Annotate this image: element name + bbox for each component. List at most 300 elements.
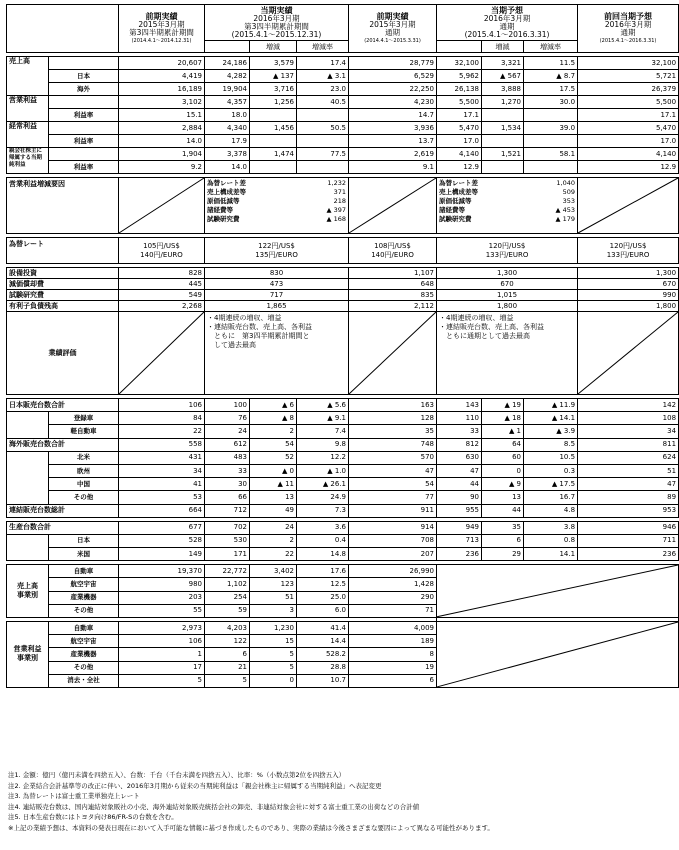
value-cell: 1,865: [205, 301, 349, 312]
segment-label: [7, 565, 49, 618]
value-cell: 17.4: [297, 57, 349, 70]
value-cell: 3,402: [250, 565, 297, 578]
value-cell: 171: [205, 548, 250, 561]
value-cell: 24: [205, 425, 250, 438]
value-cell: 1,270: [482, 96, 524, 109]
eval-line: ともに 第3四半期累計期間と: [207, 332, 310, 340]
value-cell: 3,321: [482, 57, 524, 70]
diag-cell: [349, 312, 437, 395]
value-cell: 1,800: [437, 301, 578, 312]
value-cell: [524, 161, 578, 174]
value-cell: 18.0: [205, 109, 250, 122]
eval-line: ・連結販売台数、売上高、各利益: [439, 323, 545, 331]
value-cell: ▲ 11.9: [524, 399, 578, 412]
value-cell: 648: [349, 279, 437, 290]
value-cell: ▲ 1.0: [297, 464, 349, 477]
value-cell: [250, 109, 297, 122]
diagonal-line: [578, 178, 678, 233]
value-cell: [297, 135, 349, 148]
value-cell: 1,015: [437, 290, 578, 301]
value-cell: 1,534: [482, 122, 524, 135]
value-cell: 35: [349, 425, 437, 438]
value-cell: 128: [349, 412, 437, 425]
value-cell: 90: [437, 491, 482, 504]
value-cell: ▲ 18: [482, 412, 524, 425]
value-cell: 3,579: [250, 57, 297, 70]
value-cell: 1,300: [437, 268, 578, 279]
value-cell: 14.4: [297, 635, 349, 648]
row-sublabel: 消去・全社: [49, 674, 119, 687]
value-cell: 17.1: [437, 109, 482, 122]
value-cell: 670: [578, 279, 679, 290]
header-text: 前回当期予想: [604, 11, 653, 21]
diag-cell: [437, 565, 679, 618]
value-cell: 528.2: [297, 648, 349, 661]
value-cell: ▲ 3.9: [524, 425, 578, 438]
value-cell: 0.8: [524, 534, 578, 547]
row-sublabel: 産業機器: [49, 591, 119, 604]
value-cell: 52: [250, 451, 297, 464]
value-cell: 108: [578, 412, 679, 425]
row-sublabel: 利益率: [49, 161, 119, 174]
value-cell: 53: [119, 491, 205, 504]
header-text: 通期: [499, 21, 515, 31]
segment-label-line: 事業別: [17, 591, 38, 600]
row-sublabel: 中国: [49, 478, 119, 491]
factor-item: 為替レート差 1,232: [207, 179, 347, 187]
value-cell: 60: [482, 451, 524, 464]
value-cell: 39.0: [524, 122, 578, 135]
factor-item: 原価低減等 218: [207, 197, 347, 205]
value-cell: [250, 161, 297, 174]
value-cell: [482, 109, 524, 122]
value-cell: 236: [578, 548, 679, 561]
value-cell: 1,800: [578, 301, 679, 312]
eval-curr: [205, 312, 349, 395]
fx-cell: [349, 238, 437, 264]
value-cell: 717: [205, 290, 349, 301]
row-sublabel: [49, 122, 119, 135]
table-row: [7, 534, 679, 547]
value-cell: 89: [578, 491, 679, 504]
row-label: 日本販売台数合計: [7, 399, 119, 412]
header-text: 前期実績: [376, 11, 409, 21]
value-cell: 0: [482, 464, 524, 477]
value-cell: 549: [119, 290, 205, 301]
value-cell: 11.5: [524, 57, 578, 70]
header-prevfy: [349, 5, 437, 53]
value-cell: 830: [205, 268, 349, 279]
segment-label-line: 売上高: [17, 582, 38, 591]
header-text: 前期実績: [145, 11, 178, 21]
value-cell: 431: [119, 451, 205, 464]
table-row: [7, 521, 679, 534]
value-cell: 77: [349, 491, 437, 504]
value-cell: 22,250: [349, 83, 437, 96]
value-cell: 149: [119, 548, 205, 561]
header-inc: 増減: [482, 41, 524, 53]
value-cell: 483: [205, 451, 250, 464]
table-row: [7, 122, 679, 135]
value-cell: 34: [119, 464, 205, 477]
value-cell: 828: [119, 268, 205, 279]
value-cell: 17.0: [437, 135, 482, 148]
value-cell: [297, 161, 349, 174]
footnote: ※上記の業績予想は、本資料の発表日現在において入手可能な情報に基づき作成したものであり、実際の業績は今後さまざまな要因によって異なる可能性があります。: [8, 823, 494, 832]
value-cell: 664: [119, 504, 205, 517]
value-cell: 17.0: [578, 135, 679, 148]
indent-cell: [7, 464, 49, 477]
value-cell: 702: [205, 521, 250, 534]
factors-label: 営業利益増減要因: [7, 178, 119, 234]
row-sublabel: 日本: [49, 70, 119, 83]
value-cell: 49: [250, 504, 297, 517]
factor-item: 為替レート差 1,040: [439, 179, 576, 187]
value-cell: 51: [250, 591, 297, 604]
header-text: 通期: [385, 27, 401, 37]
value-cell: 33: [437, 425, 482, 438]
value-cell: 990: [578, 290, 679, 301]
value-cell: 712: [205, 504, 250, 517]
value-cell: 6: [205, 648, 250, 661]
fx-usd: 105円/US$: [143, 241, 180, 250]
value-cell: 1,256: [250, 96, 297, 109]
value-cell: 16,189: [119, 83, 205, 96]
value-cell: 1,521: [482, 148, 524, 161]
header-text: (2014.4.1〜2015.3.31): [364, 37, 421, 44]
diag-cell: [437, 622, 679, 688]
row-sublabel: その他: [49, 661, 119, 674]
diagonal-line: [578, 312, 678, 394]
value-cell: 35: [482, 521, 524, 534]
value-cell: 17.5: [524, 83, 578, 96]
row-sublabel: [49, 148, 119, 161]
row-sublabel: 米国: [49, 548, 119, 561]
value-cell: 4,282: [205, 70, 250, 83]
value-cell: 911: [349, 504, 437, 517]
header-prev-forecast: [578, 5, 679, 53]
value-cell: 2: [250, 425, 297, 438]
value-cell: 1,456: [250, 122, 297, 135]
value-cell: 19,370: [119, 565, 205, 578]
value-cell: 236: [437, 548, 482, 561]
diag-cell: [119, 312, 205, 395]
diag-cell: [119, 178, 205, 234]
value-cell: 4,140: [437, 148, 482, 161]
eval-label: 業績評価: [7, 312, 119, 395]
diagonal-line: [119, 178, 204, 233]
value-cell: 163: [349, 399, 437, 412]
row-label: 海外販売台数合計: [7, 438, 119, 451]
table-row: [7, 425, 679, 438]
table-row: [7, 478, 679, 491]
value-cell: 3: [250, 604, 297, 617]
value-cell: 12.9: [437, 161, 482, 174]
value-cell: 811: [578, 438, 679, 451]
value-cell: 6: [349, 674, 437, 687]
value-cell: 2,268: [119, 301, 205, 312]
value-cell: 26,990: [349, 565, 437, 578]
value-cell: [482, 161, 524, 174]
diagonal-line: [349, 312, 436, 394]
value-cell: 17: [119, 661, 205, 674]
footnote: 注1. 金額：億円（億円未満を四捨五入）、台数：千台（千台未満を四捨五入）、比率：%（小数点第2位を四捨五入）: [8, 771, 346, 779]
table-row: [7, 148, 679, 161]
value-cell: 5: [250, 661, 297, 674]
value-cell: 1,474: [250, 148, 297, 161]
table-row: [7, 491, 679, 504]
row-sublabel: 日本: [49, 534, 119, 547]
value-cell: ▲ 5.6: [297, 399, 349, 412]
value-cell: 13: [250, 491, 297, 504]
value-cell: 47: [578, 478, 679, 491]
fx-euro: 140円/EURO: [371, 250, 414, 259]
value-cell: 14.1: [524, 548, 578, 561]
fx-euro: 135円/EURO: [255, 250, 298, 259]
value-cell: 13: [482, 491, 524, 504]
header-curr-spacer: [205, 41, 250, 53]
row-sublabel: 産業機器: [49, 648, 119, 661]
value-cell: 4,203: [205, 622, 250, 635]
eval-line: して過去最高: [207, 341, 256, 349]
row-sublabel: 利益率: [49, 135, 119, 148]
value-cell: 5,470: [578, 122, 679, 135]
value-cell: 50.5: [297, 122, 349, 135]
value-cell: 955: [437, 504, 482, 517]
header-text: 2015年3月期: [138, 19, 185, 29]
value-cell: 76: [205, 412, 250, 425]
value-cell: 12.5: [297, 578, 349, 591]
value-cell: 14.8: [297, 548, 349, 561]
value-cell: 528: [119, 534, 205, 547]
value-cell: 66: [205, 491, 250, 504]
value-cell: [250, 135, 297, 148]
indent-cell: [7, 451, 49, 464]
value-cell: 64: [482, 438, 524, 451]
table-row: [7, 464, 679, 477]
factor-item: 諸経費等 ▲ 397: [207, 206, 347, 214]
eval-line: ・4期連続の増収、増益: [439, 314, 514, 322]
row-sublabel: 海外: [49, 83, 119, 96]
factors-fc: [437, 178, 578, 234]
header-text: (2015.4.1〜2016.3.31): [599, 37, 657, 44]
value-cell: 41: [119, 478, 205, 491]
value-cell: 22,772: [205, 565, 250, 578]
value-cell: 3,716: [250, 83, 297, 96]
diagonal-line: [437, 565, 678, 617]
value-cell: ▲ 11: [250, 478, 297, 491]
header-text: 当期実績: [260, 5, 293, 15]
value-cell: 25.0: [297, 591, 349, 604]
value-cell: 58.1: [524, 148, 578, 161]
value-cell: 22: [119, 425, 205, 438]
value-cell: 24.9: [297, 491, 349, 504]
value-cell: 142: [578, 399, 679, 412]
value-cell: 1,904: [119, 148, 205, 161]
table-row: [7, 399, 679, 412]
value-cell: 13.7: [349, 135, 437, 148]
table-row: [7, 412, 679, 425]
value-cell: 106: [119, 635, 205, 648]
value-cell: 26,379: [578, 83, 679, 96]
header-text: 第3四半期累計期間: [129, 27, 194, 37]
table-row: [7, 83, 679, 96]
value-cell: 624: [578, 451, 679, 464]
header-text: 通期: [620, 27, 636, 37]
value-cell: 54: [250, 438, 297, 451]
table-row: [7, 504, 679, 517]
footnotes: [8, 770, 638, 833]
table-row: [7, 96, 679, 109]
value-cell: [482, 135, 524, 148]
row-label: 減価償却費: [7, 279, 119, 290]
table-row: [7, 290, 679, 301]
value-cell: 9.2: [119, 161, 205, 174]
value-cell: 106: [119, 399, 205, 412]
value-cell: 2,973: [119, 622, 205, 635]
value-cell: 32,100: [578, 57, 679, 70]
value-cell: 44: [482, 504, 524, 517]
footnote: 注3. 為替レートは富士重工業単独売上レート: [8, 792, 140, 800]
row-label: 売上高: [7, 57, 49, 96]
value-cell: 47: [437, 464, 482, 477]
value-cell: 32,100: [437, 57, 482, 70]
row-sublabel: [49, 96, 119, 109]
diagonal-line: [119, 312, 204, 394]
fx-euro: 140円/EURO: [140, 250, 183, 259]
row-sublabel: 航空宇宙: [49, 635, 119, 648]
value-cell: 9.8: [297, 438, 349, 451]
row-label: 連結販売台数総計: [7, 504, 119, 517]
value-cell: 14.7: [349, 109, 437, 122]
value-cell: 1,107: [349, 268, 437, 279]
table-row: [7, 301, 679, 312]
segment-label: [7, 622, 49, 688]
eval-line: ともに通期として過去最高: [439, 332, 531, 340]
value-cell: 748: [349, 438, 437, 451]
fx-usd: 122円/US$: [258, 241, 295, 250]
row-sublabel: 北米: [49, 451, 119, 464]
indent-cell: [7, 412, 49, 425]
fx-usd: 108円/US$: [374, 241, 411, 250]
value-cell: 143: [437, 399, 482, 412]
diag-cell: [578, 178, 679, 234]
value-cell: 33: [205, 464, 250, 477]
value-cell: 19,904: [205, 83, 250, 96]
header-text: 2016年3月期: [483, 13, 531, 23]
indent-cell: [7, 425, 49, 438]
value-cell: 28,779: [349, 57, 437, 70]
indent-cell: [7, 491, 49, 504]
fx-label: 為替レート: [7, 238, 119, 264]
header-text: 当期予想: [491, 5, 524, 15]
value-cell: 41.4: [297, 622, 349, 635]
value-cell: 77.5: [297, 148, 349, 161]
table-row: [7, 548, 679, 561]
value-cell: 29: [482, 548, 524, 561]
value-cell: 59: [205, 604, 250, 617]
row-sublabel: 自動車: [49, 565, 119, 578]
value-cell: 558: [119, 438, 205, 451]
value-cell: 5,500: [578, 96, 679, 109]
value-cell: 812: [437, 438, 482, 451]
row-sublabel: 軽自動車: [49, 425, 119, 438]
value-cell: 100: [205, 399, 250, 412]
header-text: 2015年3月期: [369, 19, 416, 29]
value-cell: 1,300: [578, 268, 679, 279]
value-cell: 530: [205, 534, 250, 547]
value-cell: 5,962: [437, 70, 482, 83]
value-cell: 54: [349, 478, 437, 491]
value-cell: 17.9: [205, 135, 250, 148]
table-row: [7, 268, 679, 279]
table-row: [7, 161, 679, 174]
value-cell: 4,419: [119, 70, 205, 83]
value-cell: 630: [437, 451, 482, 464]
value-cell: 4,357: [205, 96, 250, 109]
value-cell: 24,186: [205, 57, 250, 70]
header-text: (2015.4.1〜2015.12.31): [231, 29, 322, 39]
value-cell: 612: [205, 438, 250, 451]
factor-item: 原価低減等 353: [439, 197, 576, 205]
factor-item: 諸経費等 ▲ 453: [439, 206, 576, 214]
value-cell: 1,428: [349, 578, 437, 591]
value-cell: 254: [205, 591, 250, 604]
table-row: [7, 238, 679, 264]
footnote: 注5. 日本生産台数にはトヨタ向け86/FR-Sの台数を含む。: [8, 813, 178, 821]
value-cell: 2: [250, 534, 297, 547]
footnote: 注4. 連結販売台数は、国内連結対象販社の小売、海外連結対象販売統括会社の卸売、非連結対象会社に対する富士重工業の出荷などの合計値: [8, 802, 420, 811]
factor-item: 試験研究費 ▲ 168: [207, 215, 347, 223]
row-sublabel: 自動車: [49, 622, 119, 635]
value-cell: 16.7: [524, 491, 578, 504]
value-cell: 15: [250, 635, 297, 648]
value-cell: 23.0: [297, 83, 349, 96]
value-cell: 6,529: [349, 70, 437, 83]
value-cell: 445: [119, 279, 205, 290]
value-cell: 290: [349, 591, 437, 604]
value-cell: 3,378: [205, 148, 250, 161]
row-label: 設備投資: [7, 268, 119, 279]
table-row: [7, 565, 679, 578]
value-cell: 44: [437, 478, 482, 491]
value-cell: 711: [578, 534, 679, 547]
value-cell: 670: [437, 279, 578, 290]
factors-curr: [205, 178, 349, 234]
fx-cell: [205, 238, 349, 264]
value-cell: 677: [119, 521, 205, 534]
value-cell: 26,138: [437, 83, 482, 96]
value-cell: 51: [578, 464, 679, 477]
value-cell: 19: [349, 661, 437, 674]
value-cell: 7.3: [297, 504, 349, 517]
row-sublabel: その他: [49, 491, 119, 504]
eval-fc: [437, 312, 578, 395]
segment-label-line: 事業別: [17, 654, 38, 663]
value-cell: 189: [349, 635, 437, 648]
footnote: 注2. 企業結合会計基準等の改正に伴い、2016年3月期から従来の当期純利益は「親会社株主に帰属する当期純利益」へ表記変更: [8, 781, 382, 790]
earnings-summary-table: [6, 4, 679, 688]
table-row: [7, 312, 679, 395]
value-cell: 0.4: [297, 534, 349, 547]
indent-cell: [7, 478, 49, 491]
header-text: (2014.4.1〜2014.12.31): [131, 37, 192, 44]
header-text: 第3四半期累計期間: [244, 21, 309, 31]
value-cell: 123: [250, 578, 297, 591]
value-cell: 8: [349, 648, 437, 661]
row-sublabel: 利益率: [49, 109, 119, 122]
value-cell: 3,102: [119, 96, 205, 109]
